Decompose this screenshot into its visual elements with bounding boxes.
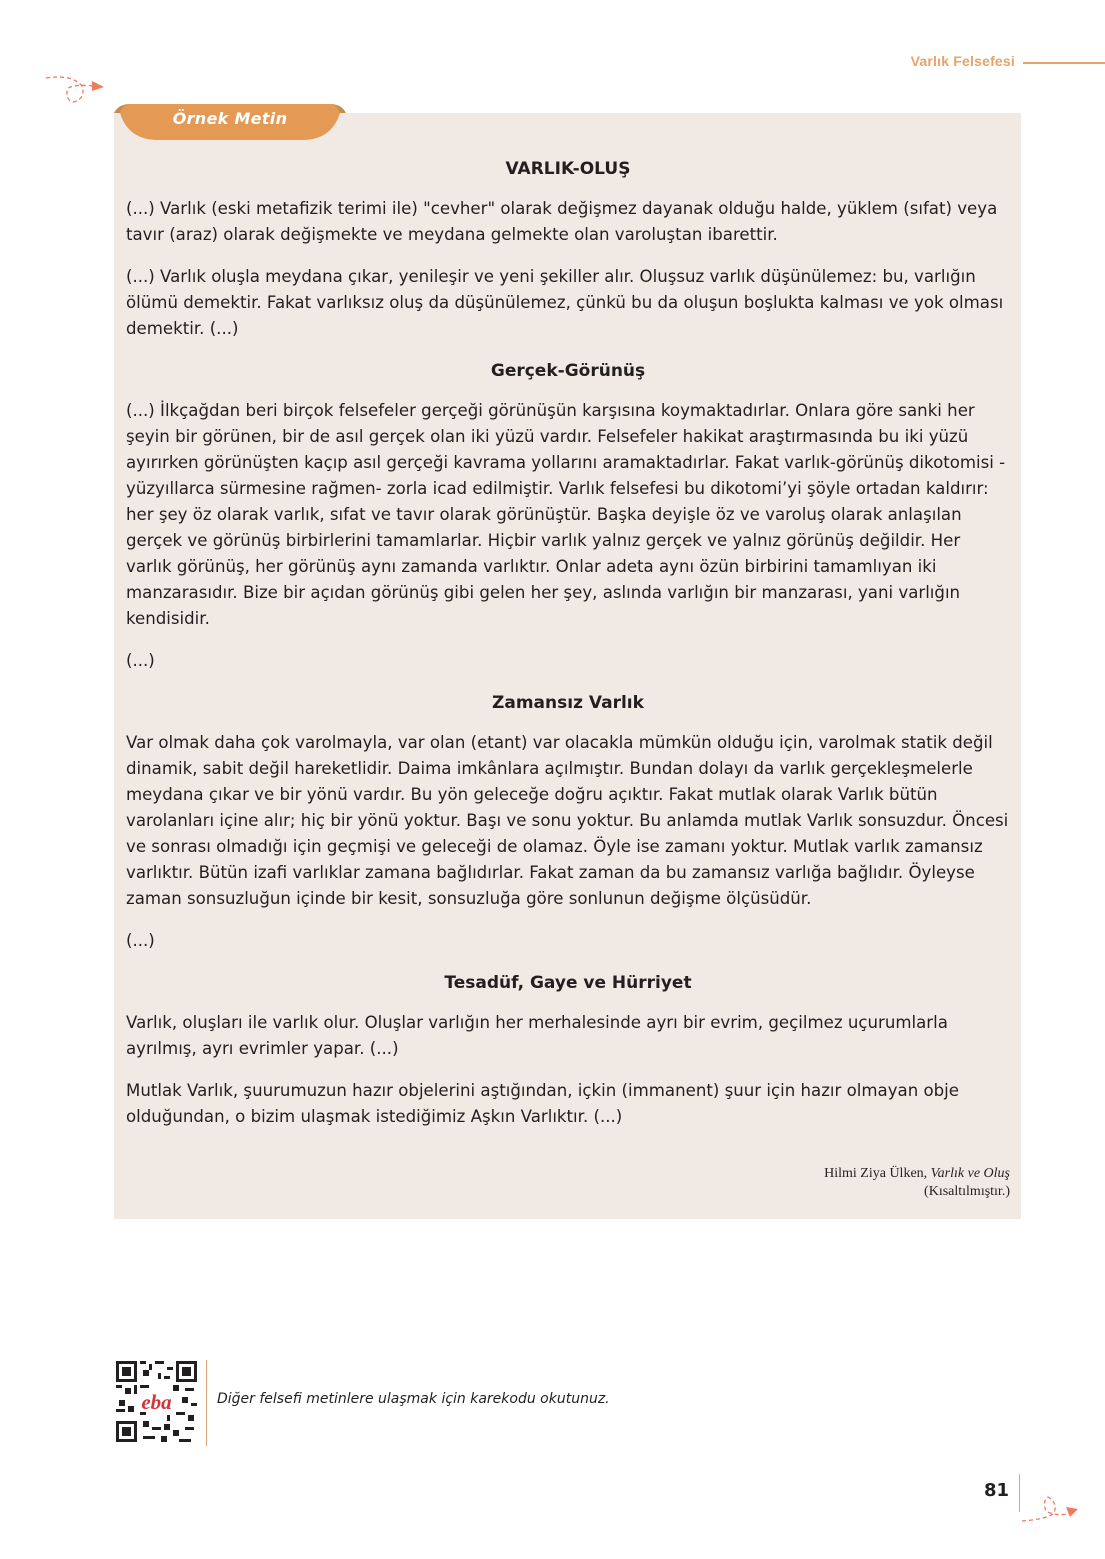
article — [126, 150, 1010, 1146]
section-varlik-olus — [126, 156, 1010, 342]
paragraph: Varlık, oluşları ile varlık olur. Oluşlar varlığın her merhalesinde ayrı bir evrim, geçilmez uçurumlarla ayrılmış, ayrı evrimler yapar. (...) — [126, 1013, 948, 1058]
paragraph: (...) — [126, 931, 155, 950]
citation-author: Hilmi Ziya Ülken, — [824, 1166, 928, 1181]
dashed-arrow-icon — [42, 70, 112, 106]
citation-note: (Kısaltılmıştır.) — [924, 1184, 1010, 1199]
svg-text:eba: eba — [141, 1390, 172, 1414]
section-heading: Gerçek-Görünüş — [490, 361, 646, 381]
dashed-arrow-icon — [1020, 1485, 1105, 1525]
paragraph: Var olmak daha çok varolmayla, var olan (etant) var olacakla mümkün olduğu için, varolmak statik değil dinamik, sabit değil hareketlidir. Daima imkânlara açılmıştır. Bundan dolayı da varlık gerçekleşmelerle meydana çıkar ve bir yönü vardır. Bu yön geleceğe doğru açıktır. Fakat mutlak olarak Varlık bütün varolanları içine alır; hiç bir yönü yoktur. Başı ve sonu yoktur. Bu anlamda mutlak Varlık sonsuzdur. Öncesi ve sonrası olmadığı için geçmişi ve geleceği de olamaz. Öyle ise zamanı yoktur. Mutlak varlık zamansız varlıktır. Bütün izafi varlıklar zamana bağlıdırlar. Fakat zaman da bu zamansız varlığa bağlıdır. Öyleyse zaman sonsuzluğun içinde bir kesit, sonsuzluğa göre sonlunun değişme ölçüsüdür. — [126, 733, 1009, 908]
section-heading: VARLIK-OLUŞ — [505, 159, 631, 179]
paragraph: (...) Varlık oluşla meydana çıkar, yenileşir ve yeni şekiller alır. Oluşsuz varlık düşünülemez: bu, varlığın ölümü demektir. Fakat varlıksız oluş da düşünülemez, çünkü bu da oluşun boşlukta kalması ve yok olması demektir. (...) — [126, 267, 1004, 338]
section-zamansiz-varlik — [126, 690, 1010, 954]
qr-caption: Diğer felsefi metinlere ulaşmak için karekodu okutunuz. — [217, 1391, 610, 1407]
citation — [824, 1165, 1010, 1201]
paragraph: (...) — [126, 651, 155, 670]
header-rule — [1023, 62, 1105, 64]
qr-divider — [206, 1360, 207, 1446]
section-heading: Tesadüf, Gaye ve Hürriyet — [444, 973, 692, 993]
paragraph: (...) Varlık (eski metafizik terimi ile) "cevher" olarak değişmez dayanak olduğu halde, yüklem (sıfat) veya tavır (araz) olarak değişmekte ve meydana gelmekte olan varoluştan ibarettir. — [126, 199, 998, 244]
section-gercek-gorunus — [126, 358, 1010, 674]
section-heading: Zamansız Varlık — [492, 693, 644, 713]
section-tesaduf-gaye-hurriyet — [126, 970, 1010, 1130]
tab-label: Örnek Metin — [172, 109, 288, 128]
paragraph: Mutlak Varlık, şuurumuzun hazır objelerini aştığından, içkin (immanent) şuur için hazır olmayan obje olduğundan, o bizim ulaşmak istediğimiz Aşkın Varlıktır. (...) — [126, 1081, 959, 1126]
sample-text-tab — [114, 103, 346, 141]
citation-work: Varlık ve Oluş — [930, 1166, 1010, 1181]
qr-code-icon[interactable] — [116, 1361, 197, 1442]
paragraph: (...) İlkçağdan beri birçok felsefeler gerçeği görünüşün karşısına koymaktadırlar. Onlara göre sanki her şeyin bir görünen, bir de asıl gerçek olan iki yüzü vardır. Felsefeler hakikat araştırmasında bu iki yüzü ayırırken görünüşten kaçıp asıl gerçeği kavrama yollarını aramaktadırlar. Fakat varlık-görünüş dikotomisi -yüzyıllarca sürmesine rağmen- zorla icad edilmiştir. Varlık felsefesi bu dikotomi’yi şöyle ortadan kaldırır: her şey öz olarak varlık, sıfat ve tavır olarak görünüştür. Başka deyişle öz ve varoluş olarak anlaşılan gerçek ve görünüş birbirlerini tamamlarlar. Hiçbir varlık yalnız gerçek ve yalnız görünüş değildir. Her varlık görünüş, her görünüş aynı zamanda varlıktır. Onlar adeta aynı özün birbirini tamamlıyan iki manzarasıdır. Bize bir açıdan görünüş gibi gelen her şey, aslında varlığın bir manzarası, yani varlığın kendisidir. — [126, 401, 1006, 628]
section-title: Varlık Felsefesi — [910, 53, 1015, 69]
page-number: 81 — [984, 1480, 1010, 1501]
